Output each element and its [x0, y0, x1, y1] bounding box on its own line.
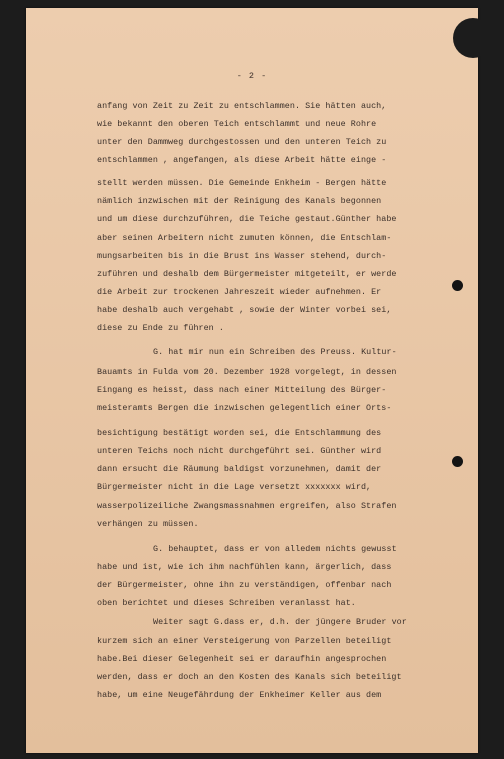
text-line: dann ersucht die Räumung baldigst vorzunehmen, damit der	[97, 464, 382, 474]
text-line: meisteramts Bergen die inzwischen gelegentlich einer Orts-	[97, 403, 392, 413]
text-line: kurzem sich an einer Versteigerung von Parzellen beteiligt	[97, 636, 392, 646]
text-line: unter den Dammweg durchgestossen und den unteren Teich zu	[97, 137, 387, 147]
text-line: zuführen und deshalb dem Bürgermeister mitgeteilt, er werde	[97, 269, 397, 279]
document-page	[26, 8, 478, 753]
text-line: entschlammen , angefangen, als diese Arbeit hätte einge -	[97, 155, 387, 165]
punch-hole-lower	[452, 456, 463, 467]
text-line: und um diese durchzuführen, die Teiche gestaut.Günther habe	[97, 214, 397, 224]
text-line: wie bekannt den oberen Teich entschlammt und neue Rohre	[97, 119, 377, 129]
text-line: aber seinen Arbeitern nicht zumuten können, die Entschlam-	[97, 233, 392, 243]
text-line: der Bürgermeister, ohne ihn zu verständigen, offenbar nach	[97, 580, 392, 590]
text-line: habe.Bei dieser Gelegenheit sei er daraufhin angesprochen	[97, 654, 387, 664]
page-number: - 2 -	[236, 71, 268, 81]
text-line: habe, um eine Neugefährdung der Enkheimer Keller aus dem	[97, 690, 382, 700]
text-line: habe und ist, wie ich ihm nachfühlen kann, ärgerlich, dass	[97, 562, 392, 572]
text-line: werden, dass er doch an den Kosten des Kanals sich beteiligt	[97, 672, 402, 682]
text-line: Eingang es heisst, dass nach einer Mitteilung des Bürger-	[97, 385, 387, 395]
text-line: verhängen zu müssen.	[97, 519, 199, 529]
text-line: habe deshalb auch vergehabt , sowie der Winter vorbei sei,	[97, 305, 392, 315]
text-line: Bürgermeister nicht in die Lage versetzt xxxxxxx wird,	[97, 482, 372, 492]
text-line: nämlich inzwischen mit der Reinigung des Kanals begonnen	[97, 196, 382, 206]
text-line: besichtigung bestätigt worden sei, die Entschlammung des	[97, 428, 382, 438]
text-line: G. behauptet, dass er von alledem nichts gewusst	[153, 544, 397, 554]
text-line: Weiter sagt G.dass er, d.h. der jüngere Bruder vor	[153, 617, 407, 627]
punch-hole-upper	[452, 280, 463, 291]
torn-corner-notch	[453, 18, 493, 58]
text-line: unteren Teichs noch nicht durchgeführt sei. Günther wird	[97, 446, 382, 456]
text-line: die Arbeit zur trockenen Jahreszeit wieder aufnehmen. Er	[97, 287, 382, 297]
text-line: mungsarbeiten bis in die Brust ins Wasser stehend, durch-	[97, 251, 387, 261]
text-line: wasserpolizeiliche Zwangsmassnahmen ergreifen, also Strafen	[97, 501, 397, 511]
text-line: oben berichtet und dieses Schreiben veranlasst hat.	[97, 598, 356, 608]
text-line: anfang von Zeit zu Zeit zu entschlammen. Sie hätten auch,	[97, 101, 387, 111]
text-line: stellt werden müssen. Die Gemeinde Enkheim - Bergen hätte	[97, 178, 387, 188]
text-line: G. hat mir nun ein Schreiben des Preuss. Kultur-	[153, 347, 397, 357]
text-line: Bauamts in Fulda vom 20. Dezember 1928 vorgelegt, in dessen	[97, 367, 397, 377]
text-line: diese zu Ende zu führen .	[97, 323, 224, 333]
